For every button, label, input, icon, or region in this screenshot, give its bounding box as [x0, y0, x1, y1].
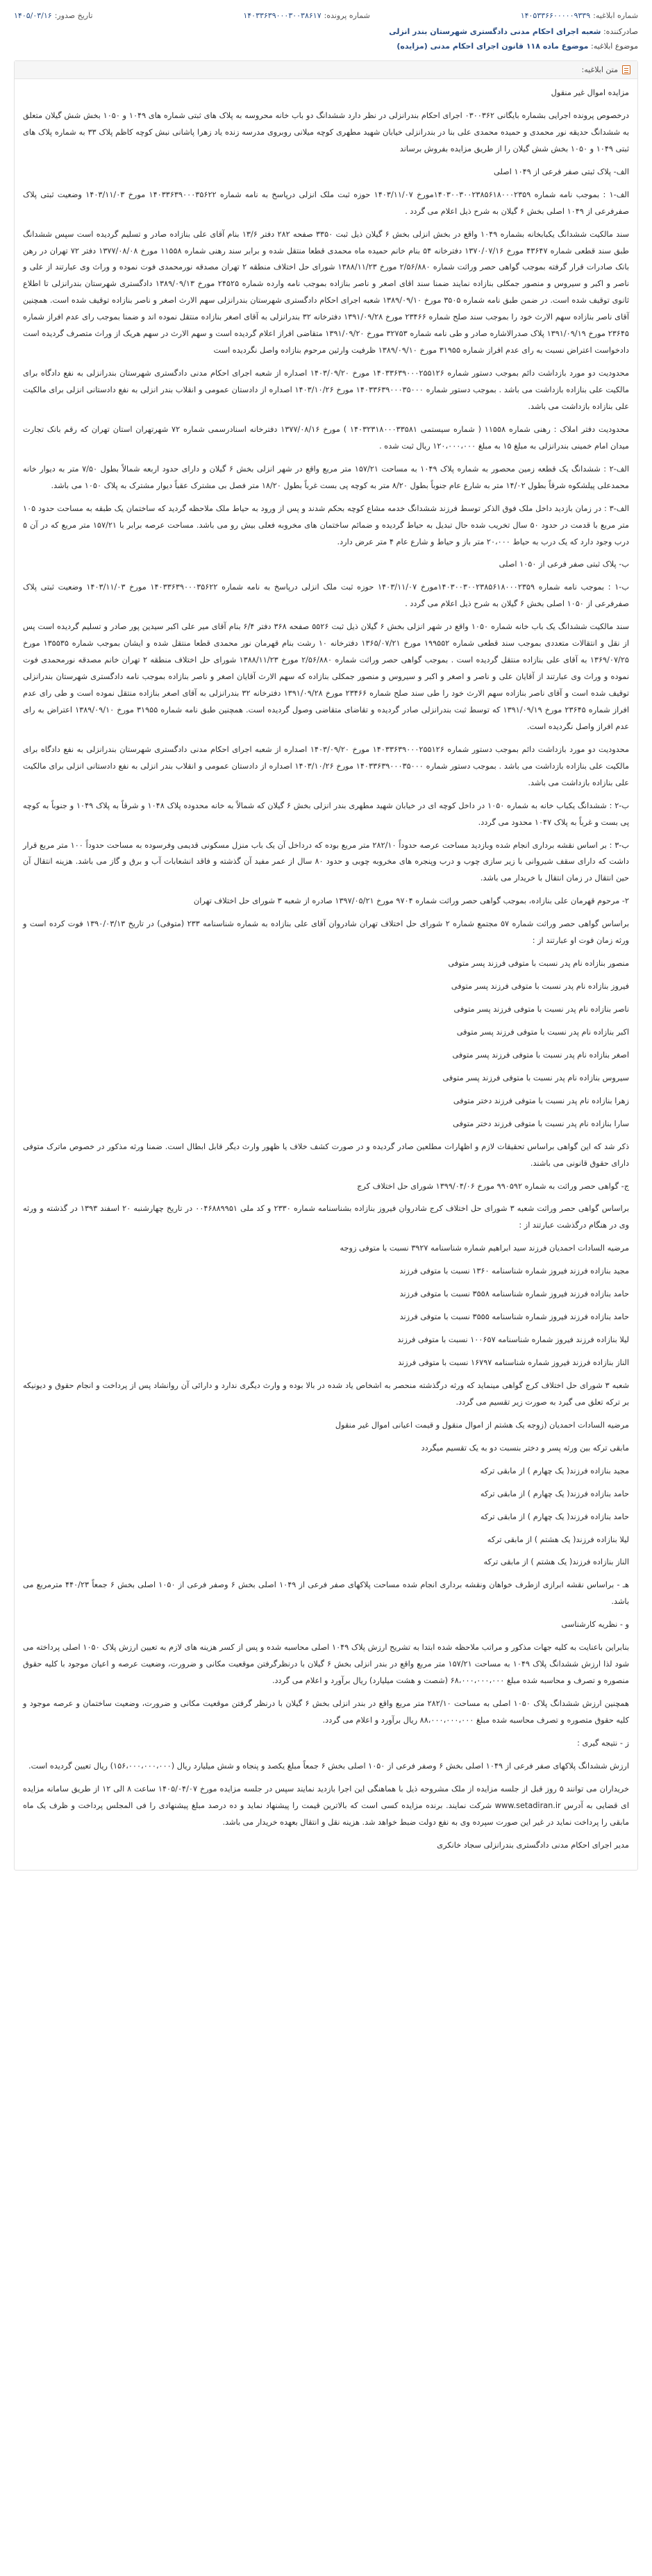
notice-paragraph: لیلا بنازاده فرزند( یک هشتم ) از مابقی ترکه [487, 1534, 629, 1544]
notice-paragraph: حامد بنازاده فرزند( یک چهارم ) از مابقی ترکه [480, 1512, 629, 1521]
notice-paragraph: الف-۱ : بموجب نامه شماره ۱۴۰۳۰۰۳۰۰۲۳۸۵۶۱۸۰۰۰۲۳۵۹مورخ ۱۴۰۳/۱۱/۰۷ حوزه ثبت ملک انزلی درپاسخ به نامه شماره ۱۴۰۳۳۶۳۹۰۰۰۳۵۶۲۲ مورخ ۱۴۰۳/۱۱/۰۳ وضعیت ثبتی پلاک صفرفرعی از ۱۰۴۹ اصلی بخش ۶ گیلان به شرح ذیل اعلام می گردد . [23, 190, 629, 216]
notice-paragraph: منصور بنازاده نام پدر نسبت با متوفی فرزند پسر متوفی [448, 959, 629, 969]
notice-paragraph: مجید بنازاده فرزند فیروز شماره شناسنامه ۱۳۶۰ نسبت با متوفی فرزند [399, 1266, 629, 1276]
notice-meta-row [14, 6, 638, 24]
issue-date [14, 11, 93, 20]
case-number [243, 11, 370, 20]
notice-paragraph: محدودیت دفتر املاک : رهنی شماره ۱۱۵۵۸ ( شماره سیستمی ۱۴۰۳۲۳۱۸۰۰۰۳۳۵۸۱ ) مورخ ۱۳۷۷/۰۸/۱۶ دفترخانه اسنادرسمی شماره ۷۲ شهرتهران استان تهران که رقم بانک تجارت میدان امام خمینی بندرانزلی به مبلغ ۱۵ به مبلغ ۱۲۰،۰۰۰،۰۰۰ ریال ثبت شده . [23, 424, 629, 451]
notice-paragraph: فیروز بنازاده نام پدر نسبت با متوفی فرزند پسر متوفی [451, 982, 629, 992]
notice-panel-header [15, 61, 637, 79]
notice-paragraph: ذکر شد که این گواهی براساس تحقیقات لازم و اظهارات مطلعین صادر گردیده و در صورت کشف خلاف یا ظهور وارث دیگر قابل ابطال است. ضمنا ورثه مذکور در خصوص ماترک متوفی دارای حقوق قانونی می باشند. [23, 1141, 629, 1168]
notice-paragraph: همچنین ارزش ششدانگ پلاک ۱۰۵۰ اصلی به مساحت ۲۸۲/۱۰ متر مربع واقع در بندر انزلی بخش ۶ گیلان با درنظر گرفتن موقعیت مکانی و ضرورت، وضعیت ساختمان و عرصه موجود و کلیه حقوق متصوره و تصرف محاسبه شده مبلغ ۸۸،۰۰۰،۰۰۰،۰۰۰ ریال برآورد و اعلام می گردد. [23, 1699, 629, 1725]
issuer-row [14, 24, 638, 39]
subject-row [14, 39, 638, 53]
notice-paragraph: سند مالکیت ششدانگ یکبابخانه بشماره ۱۰۴۹ واقع در بخش انزلی بخش ۶ گیلان ذیل ثبت ۳۳۵۰ صفحه ۲۸۲ دفتر ۱۳/۶ بنام آقای علی بنازاده صادر و تسلیم گردیده است سپس ششدانگ طبق سند قطعی شماره ۴۳۶۴۷ مورخ ۱۳۷۰/۰۷/۱۶ دفترخانه ۵۴ بنام خانم حمیده ماه محمدی قطعا منتقل شده و برابر سند رهنی شماره ۱۱۵۵۸ مورخ ۱۳۷۷/۰۸/۰۸ دفتر ۷۲ تهران در رهن بانک صادرات قرار گرفته بموجب گواهی حصر وراثت شماره ۲/۵۶/۸۸۰ مورخ ۱۳۸۸/۱۱/۲۳ شورای حل اختلاف منطقه ۲ تهران مصدقه نورمحمدی فوت نموده و وراث وی عبارتند از علی و ناصر و اکبر و سیروس و منصور جمکلی بنازاده نمایند ضمنا سند اقای اصغر و ناصر بنازاده بموجب نامه وارده شماره ۲۴۵۲۵ مورخ ۱۳۸۹/۰۹/۱۳ دادگستری شهرستان بندرانزلی تا اطلاع ثانوی توقیف شده است. در ضمن طبق نامه شماره ۳۵۰۵ مورخ ۱۳۸۹/۰۹/۱۰ شعبه اجرای احکام دادگستری شهرستان بندرانزلی سهم الارث اصغر و ناصر بنازاده توقیف شده است. همچنین آقای ناصر بنازاده سهم الارث خود را بموجب سند صلح شماره ۲۳۴۶۶ مورخ ۱۳۹۱/۰۹/۲۸ دفترخانه ۳۲ بندرانزلی به آقای اصغر بنازاده منتقل نموده اند و ضمنا بموجب رای عدم افراز شماره ۲۳۶۴۵ مورخ ۱۳۹۱/۰۹/۱۹ پلاک صدرالاشاره صادر و طی نامه شماره ۳۲۷۵۳ مورخ ۱۳۹۱/۰۹/۲۰ متقاضی افراز اعلام گردیده است و سهم الارث در سهم هریک از وراث متصرف گردیده است دادخواست اعتراض نسبت به رای عدم افراز شماره ۳۱۹۵۵ مورخ ۱۳۸۹/۰۹/۱۰ ظرفیت وارثین مرحوم بنازاده واصل نگردیده است [23, 229, 630, 356]
notice-paragraph: سند مالکیت ششدانگ یک باب خانه شماره ۱۰۵۰ واقع در شهر انزلی بخش ۶ گیلان ذیل ثبت ۵۵۲۶ صفحه ۳۶۸ دفتر ۶/۴ بنام آقای میر علی اکبر سیدین پور صادر و تسلیم گردیده است پس از نقل و انتقالات متعددی بموجب سند قطعی شماره ۱۹۹۵۵۲ مورخ ۱۳۶۵/۰۷/۲۱ دفترخانه ۱۰ رشت بنام قهرمان نور محمدی قطعا منتقل شده و ایشان بموجب شماره ۱۳۵۵۳۵ مورخ ۱۳۶۹/۰۷/۲۵ به آقای علی بنازاده منتقل گردیده است . بموجب گواهی حصر وراثت شماره ۲/۵۶/۸۸۰ مورخ ۱۳۸۸/۱۱/۲۳ شورای حل اختلاف منطقه ۲ تهران خانم مصدقه نورمحمدی فوت نموده و وراث وی عبارتند از آقایان علی و ناصر و اصغر و اکبر و سیروس و منصور جمکلی بنازاده که سهم الارث آقایان اصغر و ناصر بنازاده بموجب نامه دادگستری شهرستان بندرانزلی توقیف شده است و آقای ناصر بنازاده سهم الارث خود را طی سند صلح شماره ۲۳۴۶۶ مورخ ۱۳۹۱/۰۹/۲۸ دفترخانه ۳۲ بندرانزلی به آقای اصغر بنازاده منتقل نموده است و طی رای عدم افراز شماره ۲۳۶۴۵ مورخ ۱۳۹۱/۰۹/۱۹ که توسط ثبت بندرانزلی صادر گردیده و تقاضای متقاضی وصول گردیده است. همچنین طبق نامه شماره ۳۱۹۵۵ مورخ ۱۳۸۹/۰۹/۱۰ اعتراض به رای عدم افراز واصل نگردیده است. [23, 622, 630, 731]
notice-paragraph: و - نظریه کارشناسی [561, 1620, 629, 1630]
notice-paragraph: براساس گواهی حصر وراثت شماره ۵۷ مجتمع شماره ۲ شورای حل اختلاف تهران شادروان آقای علی بنازاده به شماره شناسنامه ۲۳۳ (متوفی) در تاریخ ۱۳۹۰/۰۳/۱۳ فوت کرده است و ورثه زمان فوت او عبارتند از : [23, 919, 629, 946]
notice-paragraph: محدودیت دو مورد بازداشت دائم بموجب دستور شماره ۱۴۰۳۳۶۳۹۰۰۰۲۵۵۱۲۶ مورخ ۱۴۰۳/۰۹/۲۰ اصداره از شعبه اجرای احکام مدنی دادگستری شهرستان بندرانزلی به نفع دادگاه برای مالکیت علی بنازاده بازداشت می باشد . بموجب دستور شماره ۱۴۰۳۳۶۳۹۰۰۰۳۵۰۰۰ مورخ ۱۴۰۳/۱۰/۲۶ اصداره از دادستان عمومی و انقلاب بندر انزلی به نفع دادستانی انزلی برای مالکیت علی بنازاده بازداشت می باشد. [23, 744, 629, 787]
issuer-label: صادرکننده: [603, 27, 638, 36]
notice-paragraph: ب-۱ : بموجب نامه شماره ۱۴۰۳۰۰۳۰۰۲۳۸۵۶۱۸۰۰۰۲۳۵۹مورخ ۱۴۰۳/۱۱/۰۷ حوزه ثبت ملک انزلی درپاسخ به نامه شماره ۱۴۰۳۳۶۳۹۰۰۰۳۵۶۲۲ مورخ ۱۴۰۳/۱۱/۰۳ وضعیت ثبتی پلاک صفرفرعی از ۱۰۵۰ اصلی بخش ۶ گیلان به شرح ذیل اعلام می گردد . [23, 583, 629, 609]
document-icon [622, 65, 630, 74]
notice-paragraph: ارزش ششدانگ پلاکهای صفر فرعی از ۱۰۴۹ اصلی بخش ۶ وصفر فرعی از ۱۰۵۰ اصلی بخش ۶ جمعاً مبلغ یکصد و پنجاه و شش میلیارد ریال (۱۵۶،۰۰۰،۰۰۰،۰۰۰) ریال تعیین گردیده است. [28, 1761, 629, 1771]
notice-paragraph: ز - نتیجه گیری : [577, 1738, 629, 1748]
notice-paragraph: خریداران می توانند ۵ روز قبل از جلسه مزایده از ملک مشروحه ذیل با هماهنگی این اجرا بازدید نمایند سپس در جلسه مزایده مورخ ۱۴۰۵/۰۴/۰۷ ساعت ۸ الی ۱۲ از طریق سامانه مزایده ای قضایی به آدرس www.setadiran.ir شرکت نمایند. برنده مزایده کسی است که بالاترین قیمت را پیشنهاد نماید و ده درصد مبلغ پیشنهادی را فی المجلس پرداخت و ظرف یک ماه مابقی را پرداخت نماید در غیر این صورت سپرده وی به نفع دولت ضبط خواهد شد. هزینه نقل و انتقال بعهده خریدار می باشد. [23, 1784, 629, 1827]
notice-number-label: شماره ابلاغیه: [593, 11, 638, 20]
issuer-value: شعبه اجرای احکام مدنی دادگستری شهرستان بندر انزلی [389, 27, 601, 36]
notice-paragraph: مزایده اموال غیر منقول [551, 88, 629, 97]
notice-paragraph: ۲- مرحوم قهرمان علی بنازاده، بموجب گواهی حصر وراثت شماره ۹۷۰۴ مورخ ۱۳۹۷/۰۵/۲۱ صادره از شعبه ۳ شورای حل اختلاف تهران [193, 896, 629, 906]
notice-paragraph: الف-۳ : در زمان بازدید داخل ملک فوق الذکر توسط فرزند ششدانگ خدمه مشاع کوچه بحکم شدند و پس از ورود به حیاط ملک ملاحظه گردید که ساختمان یک طبقه به مساحت حدود ۱۰۵ متر مربع با قدمت در حدود ۵۰ سال تخریب شده حال تبدیل به حیاط گردیده و ضمائم ساختمان های مخروبه فعلی بیش رو می باشد. مساحت عرصه برابر با ۱۵۷/۲۱ متر مربع که در آن ۵ درب وجود دارد که یک درب به حیاط ۲۰،۰۰۰ متر باز و حیاط و شارع عام ۴ متر عرض دارد. [23, 503, 629, 546]
notice-paragraph: ب-۲ : ششدانگ یکباب خانه به شماره ۱۰۵۰ در داخل کوچه ای در خیابان شهید مطهری بندر انزلی بخش ۶ گیلان که شمالاً به خانه محدوده پلاک ۱۰۴۸ و شرقاً به پلاک ۱۰۴۹ و جنوباً به کوچه پی بست و غرباً به پلاک ۱۰۴۷ محدود می گردد. [23, 801, 629, 827]
notice-panel-title: متن ابلاغیه: [581, 65, 618, 74]
notice-paragraph: درخصوص پرونده اجرایی بشماره بایگانی ۰۳۰۰۳۶۲ اجرای احکام بندرانزلی در نظر دارد ششدانگ دو باب خانه محروسه به پلاک های ثبتی شماره های ۱۰۴۹ و ۱۰۵۰ بخش شش گیلان متعلق به ششدانگ حدیقه نور محمدی و حمیده محمدی علی بنا در بندرانزلی خیابان شهید مطهری کوچه میلانی روبروی مدرسه زنده یاد زهرا پاشانی نبش کوچه کاظم پلاک ۳۳ به شماره پلاک های ثبتی ۱۰۴۹ و ۱۰۵۰ بخش شش گیلان را از طریق مزایده بفروش برساند [23, 110, 630, 153]
notice-paragraph: زهرا بنازاده نام پدر نسبت با متوفی فرزند دختر متوفی [453, 1096, 629, 1105]
notice-paragraph: حامد بنازاده فرزند فیروز شماره شناسنامه ۳۵۵۸ نسبت با متوفی فرزند [399, 1289, 629, 1299]
subject-value: موضوع ماده ۱۱۸ قانون اجرای احکام مدنی (مزایده) [396, 42, 589, 51]
case-number-label: شماره پرونده: [324, 11, 370, 20]
notice-paragraph: ج- گواهی حصر وراثت به شماره ۹۹۰۵۹۲ مورخ ۱۳۹۹/۰۴/۰۶ شورای حل اختلاف کرج [357, 1181, 629, 1191]
notice-paragraph: سارا بنازاده نام پدر نسبت با متوفی فرزند دختر متوفی [453, 1119, 629, 1128]
notice-paragraph: براساس گواهی حصر وراثت شعبه ۳ شورای حل اختلاف کرج شادروان فیروز بنازاده بشناسنامه شماره ۲۳۳۰ و کد ملی ۰۰۴۶۸۸۹۹۵۱ در تاریخ چهارشنبه ۲۰ اسفند ۱۳۹۳ در گذشته و ورثه وی در هنگام درگذشت عبارتند از : [23, 1204, 630, 1230]
notice-panel [14, 60, 638, 1871]
case-number-value: ۱۴۰۳۳۶۳۹۰۰۰۳۰۰۳۸۶۱۷ [243, 11, 321, 20]
subject-label: موضوع ابلاغیه: [590, 42, 638, 51]
notice-paragraph: حامد بنازاده فرزند فیروز شماره شناسنامه ۳۵۵۵ نسبت با متوفی فرزند [399, 1312, 629, 1322]
notice-paragraph: اصغر بنازاده نام پدر نسبت با متوفی فرزند پسر متوفی [452, 1050, 629, 1060]
notice-paragraph: مرضیه السادات احمدیان (زوجه یک هشتم از اموال منقول و قیمت اعیانی اموال غیر منقول [335, 1420, 629, 1430]
notice-paragraph: مابقی ترکه بین ورثه پسر و دختر بنسبت دو به یک تقسیم میگردد [421, 1443, 629, 1453]
notice-number-value: ۱۴۰۵۳۳۶۶۰۰۰۰۰۹۳۳۹ [520, 11, 591, 20]
notice-paragraph: ناصر بنازاده نام پدر نسبت با متوفی فرزند پسر متوفی [453, 1005, 629, 1014]
notice-paragraph: ب- پلاک ثبتی صفر فرعی از ۱۰۵۰ اصلی [499, 560, 629, 569]
issue-date-label: تاریخ صدور: [54, 11, 93, 20]
notice-paragraph: الف- پلاک ثبتی صفر فرعی از ۱۰۴۹ اصلی [494, 167, 629, 176]
notice-paragraph: سیروس بنازاده نام پدر نسبت با متوفی فرزند پسر متوفی [442, 1073, 629, 1082]
notice-body [15, 79, 637, 1870]
notice-paragraph: مجید بنازاده فرزند( یک چهارم ) از مابقی ترکه [480, 1466, 629, 1475]
notice-number [521, 11, 638, 20]
notice-paragraph: ب-۳ : بر اساس نقشه برداری انجام شده وبازدید مساحت عرصه حدوداً ۲۸۲/۱۰ متر مربع بوده که درداخل آن یک باب منزل مسکونی قدیمی وفرسوده به مساحت حدوداً ۱۰۰ متر مربع قرار داشت که دارای سقف شیروانی با زیر سازی چوب و درب وپنجره های مخروبه چوبی و حدود ۸۰ سال از عمر مفید آن گذشته و فاقد انشعابات آب و برق و گاز می باشد. هزینه انتقال آن حین انتقال در زمان انتقال با خریدار می باشد. [23, 840, 630, 883]
notice-paragraph: اکبر بنازاده نام پدر نسبت با متوفی فرزند پسر متوفی [456, 1027, 629, 1037]
notice-paragraph: الف-۲ : ششدانگ یک قطعه زمین محصور به شماره پلاک ۱۰۴۹ به مساحت ۱۵۷/۲۱ متر مربع واقع در شهر انزلی بخش ۶ گیلان و دارای حدود اربعه شمالاً بطول ۷/۵۰ متر به دیوار خانه محمدعلی پیلشکوه شرقاً بطول ۱۴/۰۲ متر به شارع عام جنوباً بطول ۸/۲۰ متر به کوچه پی بست غرباً بطول ۱۸/۲۰ متر فصل بی مشترک عقباً دیوار مشترک به پلاک ۱۰۵۰ می باشد. [23, 464, 629, 490]
notice-paragraph: بنابراین باعنایت به کلیه جهات مذکور و مراتب ملاحظه شده ابتدا به تشریح ارزش پلاک ۱۰۴۹ اصلی محاسبه شده و پس از کسر هزینه های لازم به تعیین ارزش پلاک ۱۰۵۰ اصلی پرداخته می شود لذا ارزش ششدانگ پلاک ۱۰۴۹ به مساحت ۱۵۷/۲۱ متر مربع واقع در بندر انزلی بخش ۶ گیلان با درنظرگرفتن موقعیت مکانی و ضرورت، وضعیت عرصه و اعیان موجود با کلیه حقوق منصوره و تصرف و محاسبه شده مبلغ ۶۸،۰۰۰،۰۰۰،۰۰۰ (شصت و هشت میلیارد) ریال برآورد و اعلام می گردد. [23, 1643, 630, 1686]
notice-paragraph: محدودیت دو مورد بازداشت دائم بموجب دستور شماره ۱۴۰۳۳۶۳۹۰۰۰۲۵۵۱۲۶ مورخ ۱۴۰۳/۰۹/۲۰ اصداره از شعبه اجرای احکام مدنی دادگستری شهرستان بندرانزلی به نفع دادگاه برای مالکیت علی بنازاده بازداشت می باشد . بموجب دستور شماره ۱۴۰۳۳۶۳۹۰۰۰۳۵۰۰۰ مورخ ۱۴۰۳/۱۰/۲۶ اصداره از دادستان عمومی و انقلاب بندر انزلی به نفع دادستانی انزلی برای مالکیت علی بنازاده بازداشت می باشد. [23, 369, 629, 411]
notice-paragraph: شعبه ۳ شورای حل اختلاف کرج گواهی مینماید که ورثه درگذشته منحصر به اشخاص یاد شده در بالا بوده و وارث دیگری ندارد و دارائی آن روانشاد پس از پرداخت و انجام حقوق و دیونیکه بر ترکه تعلق می گیرد به صورت زیر تقسیم می گردد. [23, 1380, 629, 1407]
notice-paragraph: لیلا بنازاده فرزند فیروز شماره شناسنامه ۱۰۰۶۵۷ نسبت با متوفی فرزند [397, 1335, 629, 1345]
notice-paragraph: مرضیه السادات احمدیان فرزند سید ابراهیم شماره شناسنامه ۳۹۲۷ نسبت با متوفی زوجه [340, 1244, 629, 1253]
notice-paragraph: الناز بنازاده فرزند( یک هشتم ) از مابقی ترکه [483, 1557, 629, 1567]
notice-paragraph: هـ - براساس نقشه ابرازی ازطرف خواهان ونقشه برداری انجام شده مساحت پلاکهای صفر فرعی از ۱۰۴۹ اصلی بخش ۶ وصفر فرعی از ۱۰۵۰ اصلی بخش ۶ جمعاً ۴۴۰/۲۳ مترمربع می باشد. [23, 1580, 630, 1607]
notice-paragraph: مدیر اجرای احکام مدنی دادگستری بندرانزلی سجاد خانکری [437, 1840, 629, 1850]
notice-paragraph: حامد بنازاده فرزند( یک چهارم ) از مابقی ترکه [480, 1489, 629, 1498]
issue-date-value: ۱۴۰۵/۰۳/۱۶ [14, 11, 52, 20]
notice-paragraph: الناز بنازاده فرزند فیروز شماره شناسنامه ۱۶۷۹۷ نسبت با متوفی فرزند [398, 1358, 629, 1367]
